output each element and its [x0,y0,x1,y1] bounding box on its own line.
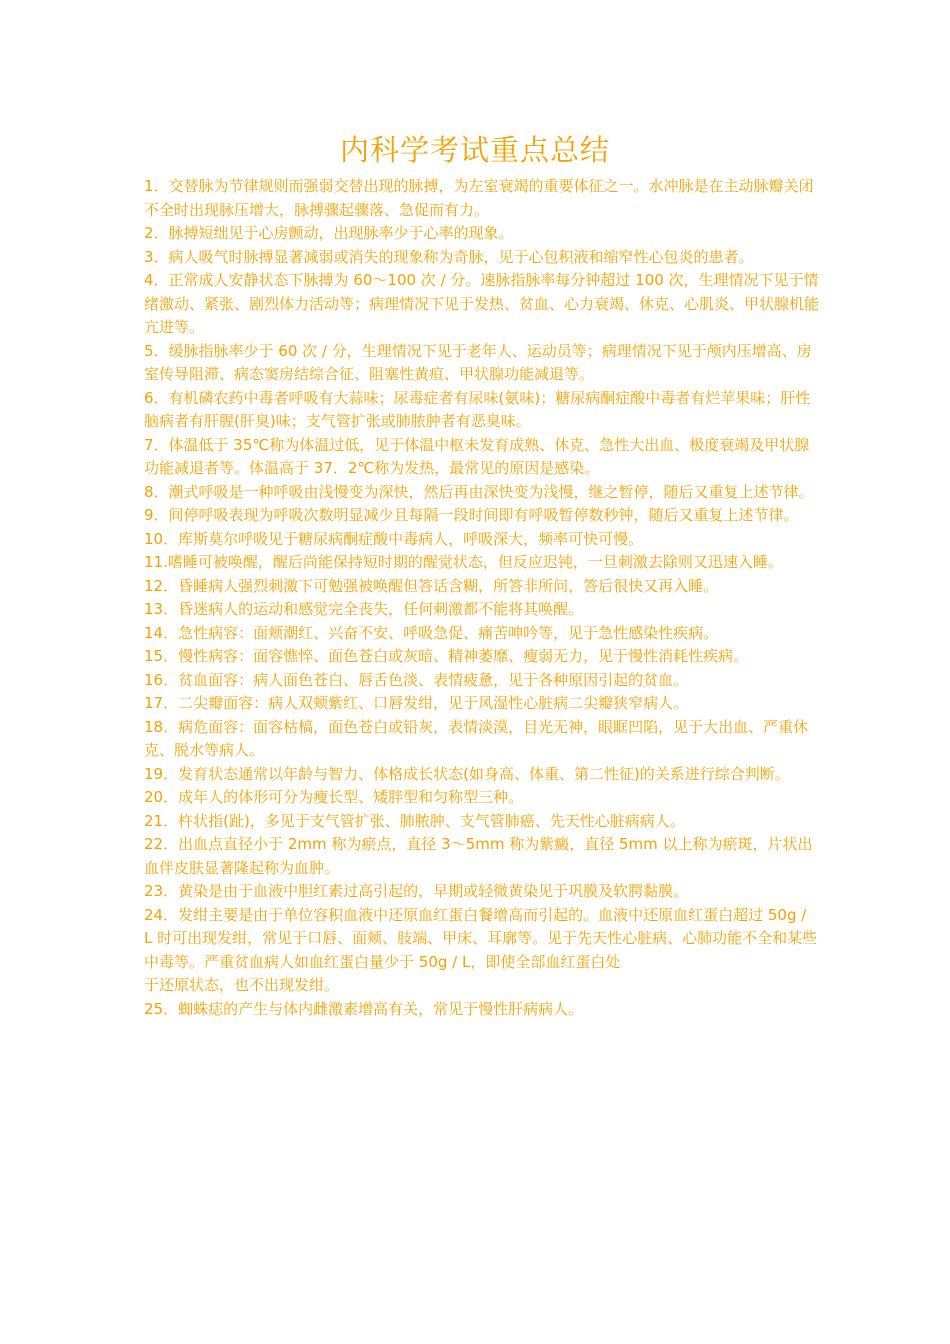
paragraph: 20．成年人的体形可分为瘦长型、矮胖型和匀称型三种。 [144,788,524,806]
paragraph: 14．急性病容：面颊潮红、兴奋不安、呼吸急促、痛苦呻吟等，见于急性感染性疾病。 [144,623,719,642]
page-title: 内科学考试重点总结 [339,133,610,167]
paragraph: 17．二尖瓣面容：病人双颊紫红、口唇发绀，见于风湿性心脏病二尖瓣狭窄病人。 [144,694,689,712]
paragraph: 6．有机磷农药中毒者呼吸有大蒜味；尿毒症者有尿味(氨味)；糖尿病酮症酸中毒者有烂苹果味；肝性脑病者有肝腥(肝臭)味；支气管扩张或肺脓肿者有恶臭味。 [144,388,811,430]
paragraph: 21．杵状指(趾)，多见于支气管扩张、肺脓肿、支气管肺癌、先天性心脏病病人。 [144,811,685,830]
paragraph: 19．发育状态通常以年龄与智力、体格成长状态(如身高、体重、第二性征)的关系进行综合判断。 [144,764,790,783]
paragraph: 22．出血点直径小于 2mm 称为瘀点，直径 3～5mm 称为紫癜，直径 5mm 以上称为瘀斑，片状出血伴皮肤显著隆起称为血肿。 [144,835,813,877]
paragraph: 23．黄染是由于血液中胆红素过高引起的，早期或轻微黄染见于巩膜及软腭黏膜。 [144,882,689,900]
paragraph: 2．脉搏短绌见于心房颤动，出现脉率少于心率的现象。 [144,224,514,242]
paragraph: 4．正常成人安静状态下脉搏为 60～100 次 / 分。速脉指脉率每分钟超过 100 次，生理情况下见于情绪激动、紧张、剧烈体力活动等；病理情况下见于发热、贫血、心力衰竭、休克、心肌炎、甲状腺机能亢进等。 [144,271,820,336]
paragraph: 12．昏睡病人强烈刺激下可勉强被唤醒但答话含糊，所答非所问，答后很快又再入睡。 [144,576,719,595]
paragraph: 10．库斯莫尔呼吸见于糖尿病酮症酸中毒病人，呼吸深大，频率可快可慢。 [144,529,644,548]
paragraph: 8．潮式呼吸是一种呼吸由浅慢变为深快，然后再由深快变为浅慢，继之暂停，随后又重复上述节律。 [144,482,814,501]
paragraph: 24．发绀主要是由于单位容积血液中还原血红蛋白餐增高而引起的。血液中还原血红蛋白超过 50g / L 时可出现发绀，常见于口唇、面颊、肢端、甲床、耳廓等。见于先天性心脏病、心肺功能不全和某些中毒等。严重贫血病人如血红蛋白量少于 50g / L，即使全部血红蛋白处 [144,905,818,971]
paragraph: 9．间停呼吸表现为呼吸次数明显减少且每隔一段时间即有呼吸暂停数秒钟，随后又重复上述节律。 [144,506,799,524]
paragraph: 5．缓脉指脉率少于 60 次 / 分，生理情况下见于老年人、运动员等；病理情况下见于颅内压增高、房室传导阻滞、病态窦房结综合征、阻塞性黄疸、甲状腺功能减退等。 [144,341,812,383]
paragraph: 11.嗜睡可被唤醒，醒后尚能保持短时期的醒觉状态，但反应迟钝，一旦刺激去除则又迅速入睡。 [144,553,783,571]
paragraph: 1．交替脉为节律规则而强弱交替出现的脉搏，为左室衰竭的重要体征之一。水冲脉是在主动脉瓣关闭不全时出现脉压增大，脉搏骤起骤落、急促而有力。 [144,177,814,219]
paragraph: 7．体温低于 35℃称为体温过低，见于体温中枢未发育成熟、休克、急性大出血、极度衰竭及甲状腺功能减退者等。体温高于 37．2℃称为发热，最常见的原因是感染。 [144,435,810,477]
paragraph: 25．蜘蛛痣的产生与体内雌激素增高有关，常见于慢性肝病病人。 [144,999,584,1018]
paragraph: 于还原状态，也不出现发绀。 [144,976,340,994]
paragraph: 18．病危面容：面容枯槁，面色苍白或铅灰，表情淡漠，目光无神，眼眶凹陷，见于大出血、严重休克、脱水等病人。 [144,717,809,759]
paragraph: 16．贫血面容：病人面色苍白、唇舌色淡、表情疲惫，见于各种原因引起的贫血。 [144,670,689,689]
paragraph: 15．慢性病容：面容憔悴、面色苍白或灰暗、精神萎靡、瘦弱无力，见于慢性消耗性疾病。 [144,647,749,665]
paragraph: 13．昏迷病人的运动和感觉完全丧失，任何刺激都不能将其唤醒。 [144,600,584,618]
paragraph: 3．病人吸气时脉搏显著减弱或消失的现象称为奇脉，见于心包积液和缩窄性心包炎的患者。 [144,247,754,266]
document-body [144,175,819,1021]
